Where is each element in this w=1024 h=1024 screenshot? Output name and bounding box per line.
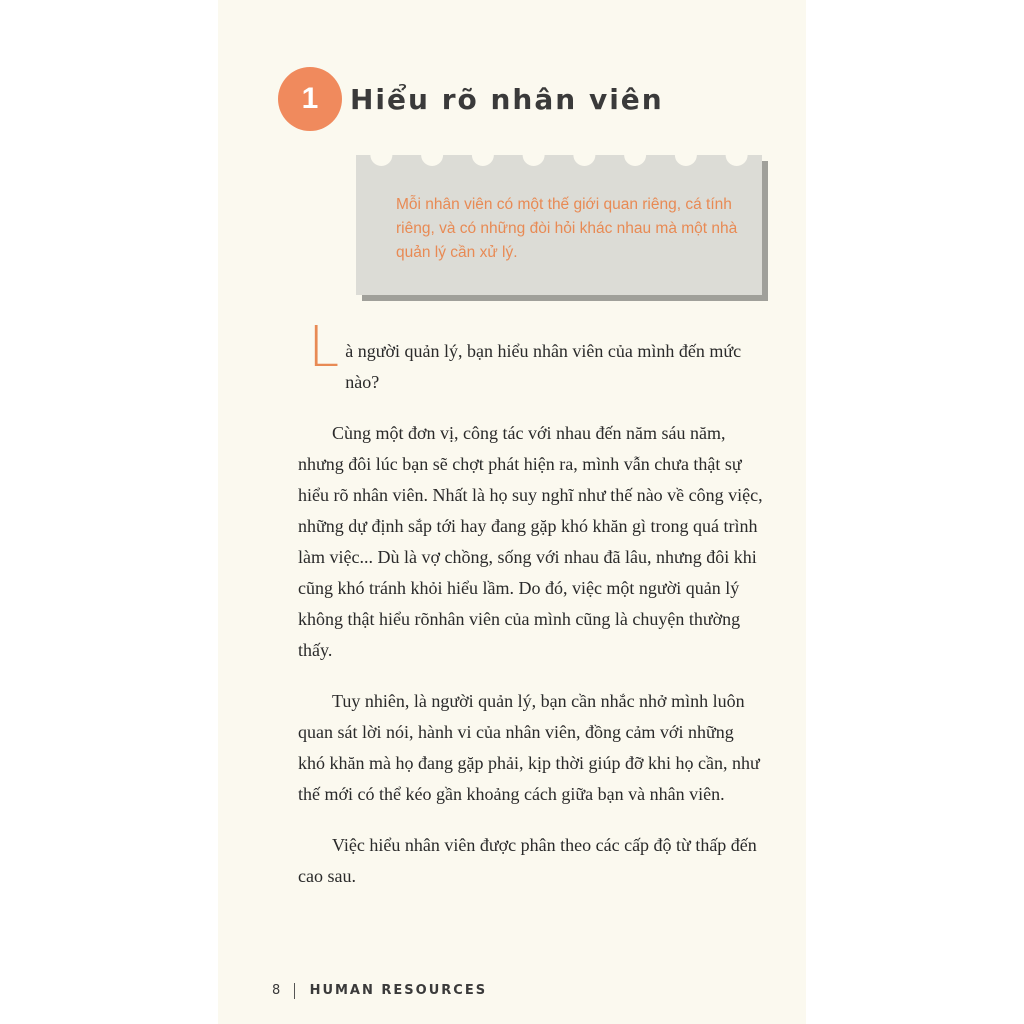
paragraph-3: Tuy nhiên, là người quản lý, bạn cần nhắc nhở mình luôn quan sát lời nói, hành vi của nhân viên, đồng cảm với những khó khăn mà họ đang gặp phải, kịp thời giúp đỡ khi họ cần, như thế mới có thể kéo gần khoảng cách giữa bạn và nhân viên. <box>298 691 760 804</box>
footer-section-label: HUMAN RESOURCES <box>309 983 488 998</box>
drop-cap: L <box>308 315 340 380</box>
page-footer <box>272 980 487 1002</box>
paragraph-4: Việc hiểu nhân viên được phân theo các cấp độ từ thấp đến cao sau. <box>298 835 757 886</box>
paragraph-intro-text: à người quản lý, bạn hiểu nhân viên của mình đến mức nào? <box>345 341 742 392</box>
chapter-title: Hiểu rõ nhân viên <box>350 83 664 116</box>
chapter-number-badge <box>278 67 342 131</box>
paragraph-intro <box>298 315 764 398</box>
chapter-number: 1 <box>301 82 319 115</box>
footer-divider <box>294 983 295 999</box>
page-number: 8 <box>272 983 281 998</box>
callout-box <box>356 155 762 295</box>
paragraph-2: Cùng một đơn vị, công tác với nhau đến năm sáu năm, nhưng đôi lúc bạn sẽ chợt phát hiện ra, mình vẫn chưa thật sự hiểu rõ nhân viên. Nhất là họ suy nghĩ như thế nào về công việc, những dự định sắp tới hay đang gặp khó khăn gì trong quá trình làm việc... Dù là vợ chồng, sống với nhau đã lâu, nhưng đôi khi cũng khó tránh khỏi hiểu lầm. Do đó, việc một người quản lý không thật hiểu rõnhân viên của mình cũng là chuyện thường thấy. <box>298 423 763 660</box>
callout-text: Mỗi nhân viên có một thế giới quan riêng, cá tính riêng, và có những đòi hỏi khác nhau mà một nhà quản lý cần xử lý. <box>396 196 738 261</box>
body-text <box>298 315 764 912</box>
